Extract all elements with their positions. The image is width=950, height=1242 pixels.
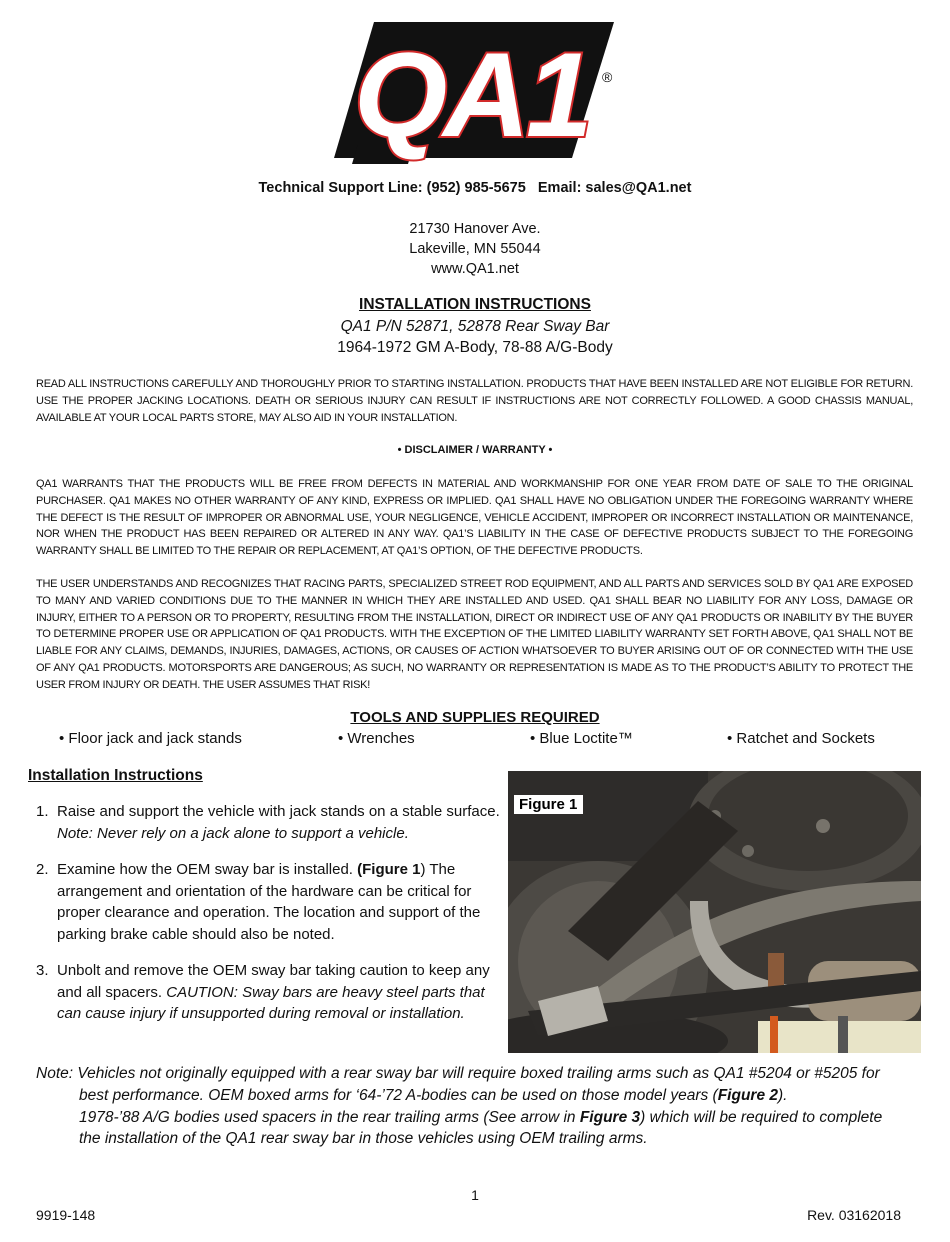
note-line: 1978-’88 A/G bodies used spacers in the rear trailing arms (See arrow in Figure 3) which will be required to complete bbox=[79, 1108, 883, 1126]
step-text: ) The arrangement and orientation of the hardware can be critical for proper clearance and operation. The location and support of the parking brake cable should also be noted. bbox=[57, 861, 481, 943]
svg-text:®: ® bbox=[602, 69, 613, 85]
disclaimer-heading: • DISCLAIMER / WARRANTY • bbox=[397, 444, 553, 456]
tool-item: • Ratchet and Sockets bbox=[727, 730, 875, 747]
vehicle-applications: 1964-1972 GM A-Body, 78-88 A/G-Body bbox=[337, 339, 613, 356]
step-2 bbox=[36, 859, 506, 945]
step-text: Raise and support the vehicle with jack stands on a stable surface. bbox=[57, 803, 500, 820]
step-number: 3. bbox=[36, 962, 49, 979]
tools-list bbox=[0, 730, 950, 752]
tool-item: • Floor jack and jack stands bbox=[59, 730, 242, 747]
page-number: 1 bbox=[471, 1187, 479, 1203]
company-address bbox=[0, 219, 950, 279]
step-1 bbox=[36, 801, 506, 844]
figure-reference: (Figure 1 bbox=[357, 861, 421, 878]
trailing-arm-note bbox=[36, 1063, 921, 1150]
step-text: Examine how the OEM sway bar is installed. bbox=[57, 861, 358, 878]
installation-heading: Installation Instructions bbox=[28, 767, 203, 784]
revision-number: Rev. 03162018 bbox=[807, 1207, 901, 1223]
read-instructions-warning: READ ALL INSTRUCTIONS CAREFULLY AND THOROUGHLY PRIOR TO STARTING INSTALLATION. PRODUCTS THAT HAVE BEEN INSTALLED ARE NOT ELIGIBLE FOR RETURN. USE THE PROPER JACKING LOCATIONS. DEATH OR SERIOUS INJURY CAN RESULT IF INSTRUCTIONS ARE NOT CORRECTLY FOLLOWED. A GOOD CHASSIS MANUAL, AVAILABLE AT YOUR LOCAL PARTS STORE, MAY ALSO AID IN YOUR INSTALLATION. bbox=[36, 378, 913, 424]
note-line: Note: Vehicles not originally equipped with a rear sway bar will require boxed trailing arms such as QA1 #5204 or #5205 for bbox=[36, 1065, 880, 1082]
website-link[interactable]: www.QA1.net bbox=[431, 261, 519, 277]
warranty-paragraph: QA1 WARRANTS THAT THE PRODUCTS WILL BE FREE FROM DEFECTS IN MATERIAL AND WORKMANSHIP FOR ONE YEAR FROM DATE OF SALE TO THE ORIGINAL PURCHASER. QA1 MAKES NO OTHER WARRANTY OF ANY KIND, EXPRESS OR IMPLIED. QA1 SHALL HAVE NO OBLIGATION UNDER THE FOREGOING WARRANTY WHERE THE DEFECT IS THE RESULT OF IMPROPER OR ABNORMAL USE, YOUR NEGLIGENCE, VEHICLE ACCIDENT, IMPROPER OR INCORRECT INSTALLATION OR MAINTENANCE, NOR WHEN THE PRODUCT HAS BEEN REPAIRED OR ALTERED IN ANY WAY. QA1’S LIABILITY IN THE CASE OF DEFECTIVE PRODUCTS SUBJECT TO THE FOREGOING WARRANTY SHALL BE LIMITED TO THE REPAIR OR REPLACEMENT, AT QA1’S OPTION, OF THE DEFECTIVE PRODUCTS. bbox=[36, 478, 913, 558]
figure-2-reference: Figure 2 bbox=[717, 1086, 778, 1104]
address-street: 21730 Hanover Ave. bbox=[409, 221, 541, 237]
support-email: Email: sales@QA1.net bbox=[537, 180, 692, 196]
page-title: INSTALLATION INSTRUCTIONS bbox=[359, 296, 591, 313]
installation-steps bbox=[36, 801, 506, 1040]
part-numbers: QA1 P/N 52871, 52878 Rear Sway Bar bbox=[340, 318, 610, 335]
figure-label: Figure 1 bbox=[514, 795, 583, 814]
figure-3-reference: Figure 3 bbox=[579, 1108, 641, 1126]
figure-1-photo bbox=[508, 771, 921, 1053]
step-text: Unbolt and remove the OEM sway bar taking caution to keep any and all spacers. bbox=[57, 962, 490, 1001]
svg-text:QA1: QA1 bbox=[354, 28, 589, 162]
document-number: 9919-148 bbox=[36, 1207, 96, 1223]
tools-heading: TOOLS AND SUPPLIES REQUIRED bbox=[350, 709, 600, 726]
note-line: best performance. OEM boxed arms for ‘64-’72 A-bodies can be used on those model years (Figure 2). bbox=[79, 1086, 788, 1104]
step-caution: CAUTION: Sway bars are heavy steel parts that can cause injury if unsupported during removal or installation. bbox=[57, 983, 485, 1022]
step-note: Note: Never rely on a jack alone to support a vehicle. bbox=[57, 824, 409, 842]
address-city: Lakeville, MN 55044 bbox=[409, 241, 541, 257]
step-number: 2. bbox=[36, 861, 49, 878]
liability-paragraph: THE USER UNDERSTANDS AND RECOGNIZES THAT RACING PARTS, SPECIALIZED STREET ROD EQUIPMENT, AND ALL PARTS AND SERVICES SOLD BY QA1 ARE EXPOSED TO MANY AND VARIED CONDITIONS DUE TO THE MANNER IN WHICH THEY ARE INSTALLED AND USED. QA1 SHALL BEAR NO LIABILITY FOR ANY LOSS, DAMAGE OR INJURY, EITHER TO A PERSON OR TO PROPERTY, RESULTING FROM THE INSTALLATION, DIRECT OR INDIRECT USE OF ANY QA1 PRODUCTS OR INABILITY BY THE BUYER TO DETERMINE PROPER USE OR APPLICATION OF QA1 PRODUCTS. WITH THE EXCEPTION OF THE LIMITED LIABILITY WARRANTY SET FORTH ABOVE, QA1 SHALL NOT BE LIABLE FOR ANY CLAIMS, DEMANDS, INJURIES, DAMAGES, ACTIONS, OR CAUSES OF ACTION WHATSOEVER TO BUYER ARISING OUT OF OR CONNECTED WITH THE USE OF ANY QA1 PRODUCTS. MOTORSPORTS ARE DANGEROUS; AS SUCH, NO WARRANTY OR REPRESENTATION IS MADE AS TO THE PRODUCT’S ABILITY TO PROTECT THE USER FROM INJURY OR DEATH. THE USER ASSUMES THAT RISK! bbox=[36, 578, 913, 691]
qa1-logo-graphic bbox=[334, 18, 624, 164]
tool-item: • Wrenches bbox=[338, 730, 415, 747]
step-3 bbox=[36, 960, 506, 1025]
step-number: 1. bbox=[36, 803, 49, 820]
note-line: the installation of the QA1 rear sway bar in those vehicles using OEM trailing arms. bbox=[79, 1130, 648, 1148]
qa1-logo bbox=[334, 18, 624, 164]
tool-item: • Blue Loctite™ bbox=[530, 730, 633, 747]
support-phone: Technical Support Line: (952) 985-5675 bbox=[258, 180, 526, 196]
support-line bbox=[0, 180, 950, 196]
